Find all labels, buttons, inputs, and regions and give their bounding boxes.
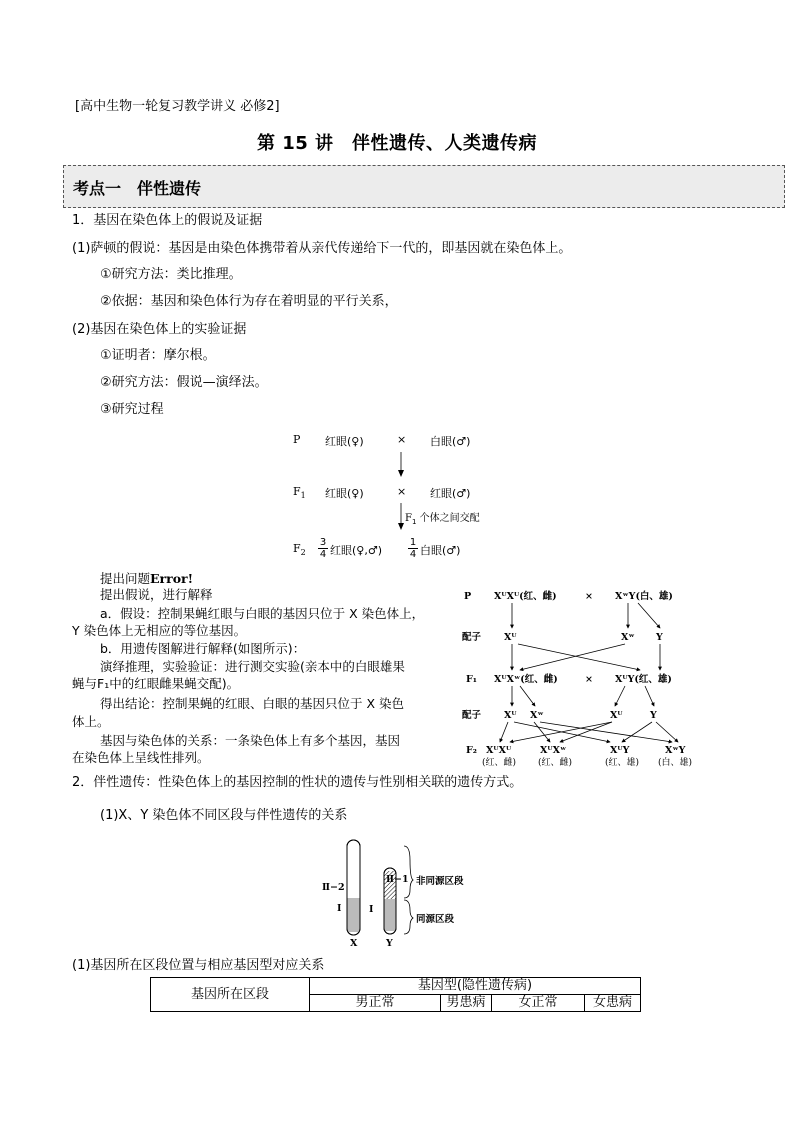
label-nonhomologous: 非同源区段 [416,876,464,887]
xy-chromosome-diagram [320,838,480,950]
genetic-cross-diagram [460,585,700,770]
diagram-gamete: Xᵂ [504,632,517,643]
series-header: [高中生物一轮复习教学讲义 必修2] [75,99,280,114]
table-header-cell: 女正常 [492,995,585,1012]
diagram-gamete-label: 配子 [462,632,482,643]
cross-times: × [397,433,407,446]
explain-line: 基因与染色体的关系：一条染色体上有多个基因，基因 [100,733,401,748]
section-title: 考点一 伴性遗传 [73,179,202,198]
cross-arrow-note: $F_1$ 个体之间交配 [405,513,480,526]
paragraph: ②依据：基因和染色体行为存在着明显的平行关系， [100,294,398,309]
paragraph: (1)萨顿的假说：基因是由染色体携带着从亲代传递给下一代的，即基因就在染色体上。 [72,241,572,256]
down-arrow-icon [396,452,406,478]
explain-line: 得出结论：控制果蝇的红眼、白眼的基因只位于 X 染色 [100,696,405,711]
table-header-segment: 基因所在区段 [151,978,310,1012]
label-x: X [350,938,358,949]
paragraph: ①研究方法：类比推理。 [100,267,242,282]
label-ii-2: Ⅱ−2 [322,882,345,893]
table-header-cell: 女患病 [585,995,641,1012]
diagram-f2-label: F₂ [466,745,477,756]
explain-line: 体上。 [72,714,110,729]
explain-line: b．用遗传图解进行解释(如图所示)： [100,641,306,656]
cross-f2-label: $F_2$ [293,542,306,558]
diagram-gamete-label: 配子 [462,710,482,721]
paragraph: (2)基因在染色体上的实验证据 [72,322,247,337]
explain-line: 蝇与F₁中的红眼雌果蝇交配)。 [72,676,240,691]
diagram-f2-genotype: XᵂXᵂ [486,745,512,756]
page-title: 第 15 讲 伴性遗传、人类遗传病 [256,133,538,154]
diagram-gamete: Xʷ [621,632,635,643]
diagram-f2-genotype: XᵂXʷ [540,745,567,756]
diagram-f2-phenotype: (白、雄) [658,758,693,768]
diagram-f1-male: XᵂY(红、雄) [615,674,672,685]
table-caption: (1)基因所在区段位置与相应基因型对应关系 [72,958,325,973]
diagram-times: × [585,674,593,685]
label-i-left: Ⅰ [337,903,342,914]
paragraph: (1)X、Y 染色体不同区段与伴性遗传的关系 [100,808,348,823]
label-y: Y [386,938,393,949]
table-header-cell: 男正常 [310,995,441,1012]
brace-icon [404,900,413,934]
explain-line: 在染色体上呈线性排列。 [72,750,210,765]
fraction-one-quarter: 1 4 [409,537,417,560]
cross-f1-label: $F_1$ [293,485,306,501]
label-homologous: 同源区段 [416,914,455,925]
cross-p-male: 白眼(♂) [430,435,471,448]
paragraph: 2．伴性遗传：性染色体上的基因控制的性状的遗传与性别相关联的遗传方式。 [72,775,523,790]
diagram-p-female: XᵂXᵂ(红、雌) [494,591,557,602]
diagram-gamete: Xᵂ [504,710,517,721]
diagram-gamete: Xᵂ [610,710,623,721]
diagram-p-label: P [464,591,472,602]
diagram-gamete: Xʷ [530,710,544,721]
diagram-f1-label: F₁ [466,674,477,685]
diagram-p-male: XʷY(白、雄) [615,591,673,602]
explain-line: Y 染色体上无相应的等位基因。 [72,623,247,638]
paragraph: ②研究方法：假说—演绎法。 [100,375,268,390]
genotype-table [150,977,641,1012]
diagram-f1-female: XᵂXʷ(红、雌) [494,674,558,685]
explain-line: 提出问题Error! [100,571,194,586]
diagram-f2-genotype: XᵂY [610,745,630,756]
diagram-gamete: Y [650,710,657,721]
cross-f1-male: 红眼(♂) [430,487,471,500]
label-ii-1: Ⅱ−1 [386,874,409,885]
explain-line: a．假设：控制果蝇红眼与白眼的基因只位于 X 染色体上， [100,606,425,621]
cross-p-label: P [293,433,301,446]
x-chromosome [347,840,360,935]
diagram-f2-phenotype: (红、雌) [538,758,573,768]
cross-f1-female: 红眼(♀) [325,487,364,500]
explain-line: 提出假说，进行解释 [100,587,213,602]
cross-f2-white: 白眼(♂) [420,544,461,557]
explain-line: 演绎推理，实验验证：进行测交实验(亲本中的白眼雄果 [100,659,405,674]
brace-icon [404,846,413,898]
label-i-right: Ⅰ [369,904,374,915]
table-header-group: 基因型(隐性遗传病) [310,978,641,995]
diagram-f2-genotype: XʷY [665,745,686,756]
paragraph: ③研究过程 [100,402,164,417]
fraction-three-quarters: 3 4 [319,537,327,560]
paragraph: ①证明者：摩尔根。 [100,348,216,363]
diagram-f2-phenotype: (红、雌) [482,758,517,768]
cross-times: × [397,485,407,498]
cross-f2-red: 红眼(♀,♂) [330,544,382,557]
cross-p-female: 红眼(♀) [325,435,364,448]
diagram-arrows [500,603,678,742]
paragraph: 1．基因在染色体上的假说及证据 [72,213,263,228]
diagram-gamete: Y [656,632,663,643]
table-header-cell: 男患病 [441,995,492,1012]
diagram-times: × [585,591,593,602]
diagram-f2-phenotype: (红、雄) [605,758,640,768]
